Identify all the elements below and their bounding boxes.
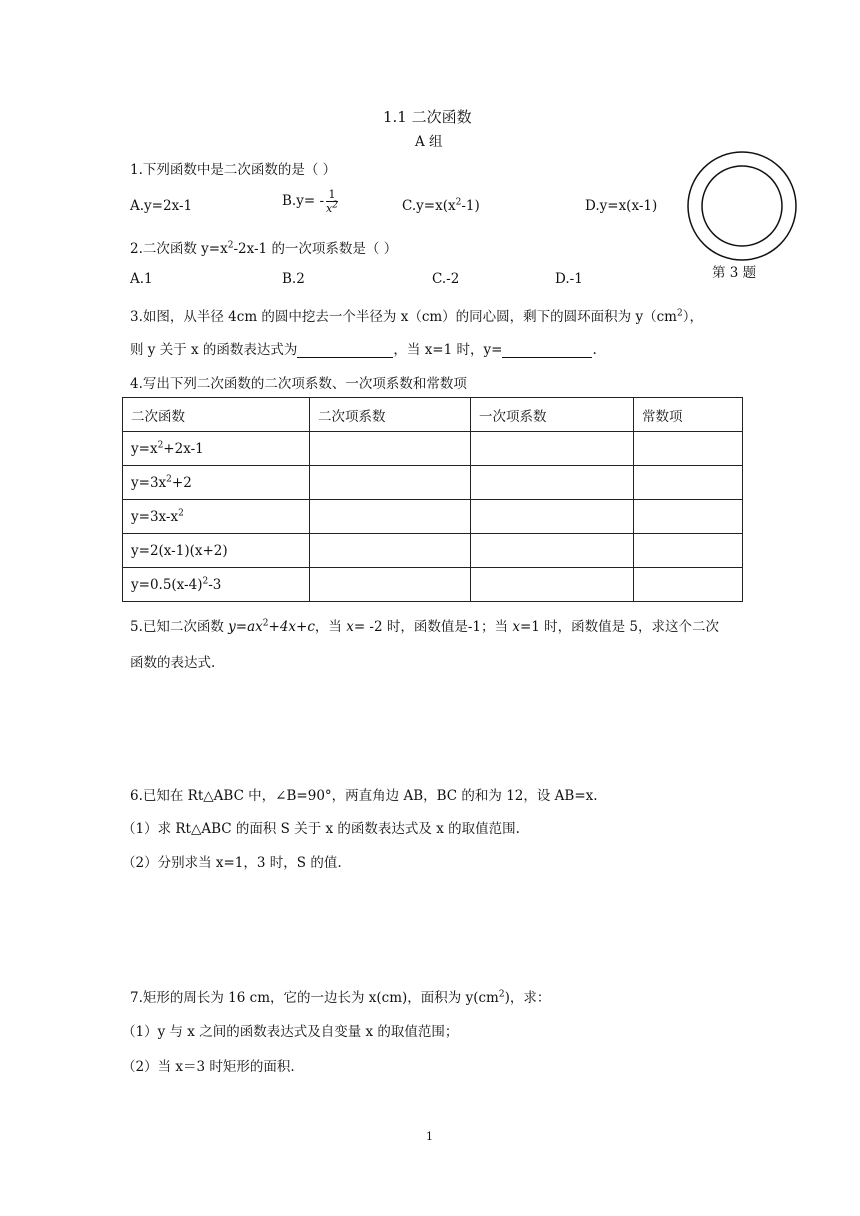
q7-line1: 7.矩形的周长为 16 cm，它的一边长为 x(cm)，面积为 $y(cm^2)$，求：	[130, 989, 551, 1006]
page-number: 1	[426, 1130, 433, 1143]
q3-line2: 则 y 关于 x 的函数表达式为 ，当 x=1 时，y= .	[130, 342, 597, 358]
answer-blank[interactable]	[297, 343, 393, 358]
q6-line2: （1）求 Rt△ABC 的面积 S 关于 x 的函数表达式及 x 的取值范围.	[122, 821, 520, 837]
answer-cell[interactable]	[310, 466, 471, 500]
q2-stem: 2.二次函数 $y=x^2-2x-1$ 的一次项系数是（ ）	[130, 240, 398, 257]
table-header: 常数项	[634, 398, 743, 432]
answer-cell[interactable]	[310, 500, 471, 534]
table-row	[123, 534, 743, 568]
answer-cell[interactable]	[634, 568, 743, 602]
fraction: $\frac{1}{x^2}$	[326, 188, 338, 215]
inner-circle	[702, 166, 782, 246]
function-cell: y=2(x-1)(x+2)	[123, 534, 310, 568]
q5-line2: 函数的表达式.	[130, 655, 216, 671]
answer-cell[interactable]	[634, 534, 743, 568]
q2-option-b: B.2	[282, 271, 305, 287]
table-row	[123, 466, 743, 500]
table-header: 二次函数	[123, 398, 310, 432]
q7-line2: （1）y 与 x 之间的函数表达式及自变量 x 的取值范围；	[122, 1024, 459, 1040]
answer-cell[interactable]	[471, 500, 634, 534]
outer-circle	[688, 152, 796, 260]
q1-option-b: B.y= - $\frac{1}{x^2}$	[282, 188, 338, 215]
answer-cell[interactable]	[471, 568, 634, 602]
answer-cell[interactable]	[634, 466, 743, 500]
table-header: 一次项系数	[471, 398, 634, 432]
q2-option-a: A.1	[130, 271, 153, 287]
table-header: 二次项系数	[310, 398, 471, 432]
answer-cell[interactable]	[310, 534, 471, 568]
answer-cell[interactable]	[310, 568, 471, 602]
q1-option-c: $C.y=x(x^2-1)$	[402, 197, 480, 214]
answer-cell[interactable]	[310, 432, 471, 466]
function-cell: $y=x^2+2x-1$	[123, 432, 310, 466]
q7-line3: （2）当 x＝3 时矩形的面积.	[122, 1059, 295, 1075]
q4-stem: 4.写出下列二次函数的二次项系数、一次项系数和常数项	[130, 376, 467, 392]
function-cell: $y=0.5(x-4)^2-3$	[123, 568, 310, 602]
q1-stem: 1.下列函数中是二次函数的是（ ）	[130, 162, 337, 178]
q6-line3: （2）分别求当 x=1，3 时，S 的值.	[122, 855, 342, 871]
group-label: A 组	[415, 134, 443, 150]
q1-option-d: D.y=x(x-1)	[585, 198, 658, 214]
answer-blank[interactable]	[502, 343, 592, 358]
figure-caption: 第 3 题	[712, 265, 757, 281]
q5-line1: 5.已知二次函数 $y=ax^2+4x+c$，当 x= -2 时，函数值是-1；当 x=1 时，函数值是 5，求这个二次	[130, 618, 720, 635]
coefficient-table	[122, 397, 743, 602]
answer-cell[interactable]	[634, 500, 743, 534]
q2-option-d: D.-1	[555, 271, 583, 287]
function-cell: $y=3x^2+2$	[123, 466, 310, 500]
answer-cell[interactable]	[471, 432, 634, 466]
concentric-circles-figure	[686, 150, 798, 262]
table-row	[123, 500, 743, 534]
q2-option-c: C.-2	[432, 271, 460, 287]
table-header-row	[123, 398, 743, 432]
page-title: 1.1 二次函数	[383, 108, 472, 126]
q6-line1: 6.已知在 Rt△ABC 中，∠B=90°，两直角边 AB，BC 的和为 12，设 AB=x.	[130, 788, 598, 804]
q3-line1: 3.如图，从半径 4cm 的圆中挖去一个半径为 x（cm）的同心圆，剩下的圆环面积为 $y(cm^2)$，	[130, 308, 703, 325]
answer-cell[interactable]	[471, 466, 634, 500]
table-row	[123, 568, 743, 602]
function-cell: $y=3x-x^2$	[123, 500, 310, 534]
table-row	[123, 432, 743, 466]
q1-option-a: A.y=2x-1	[130, 198, 193, 214]
answer-cell[interactable]	[471, 534, 634, 568]
answer-cell[interactable]	[634, 432, 743, 466]
